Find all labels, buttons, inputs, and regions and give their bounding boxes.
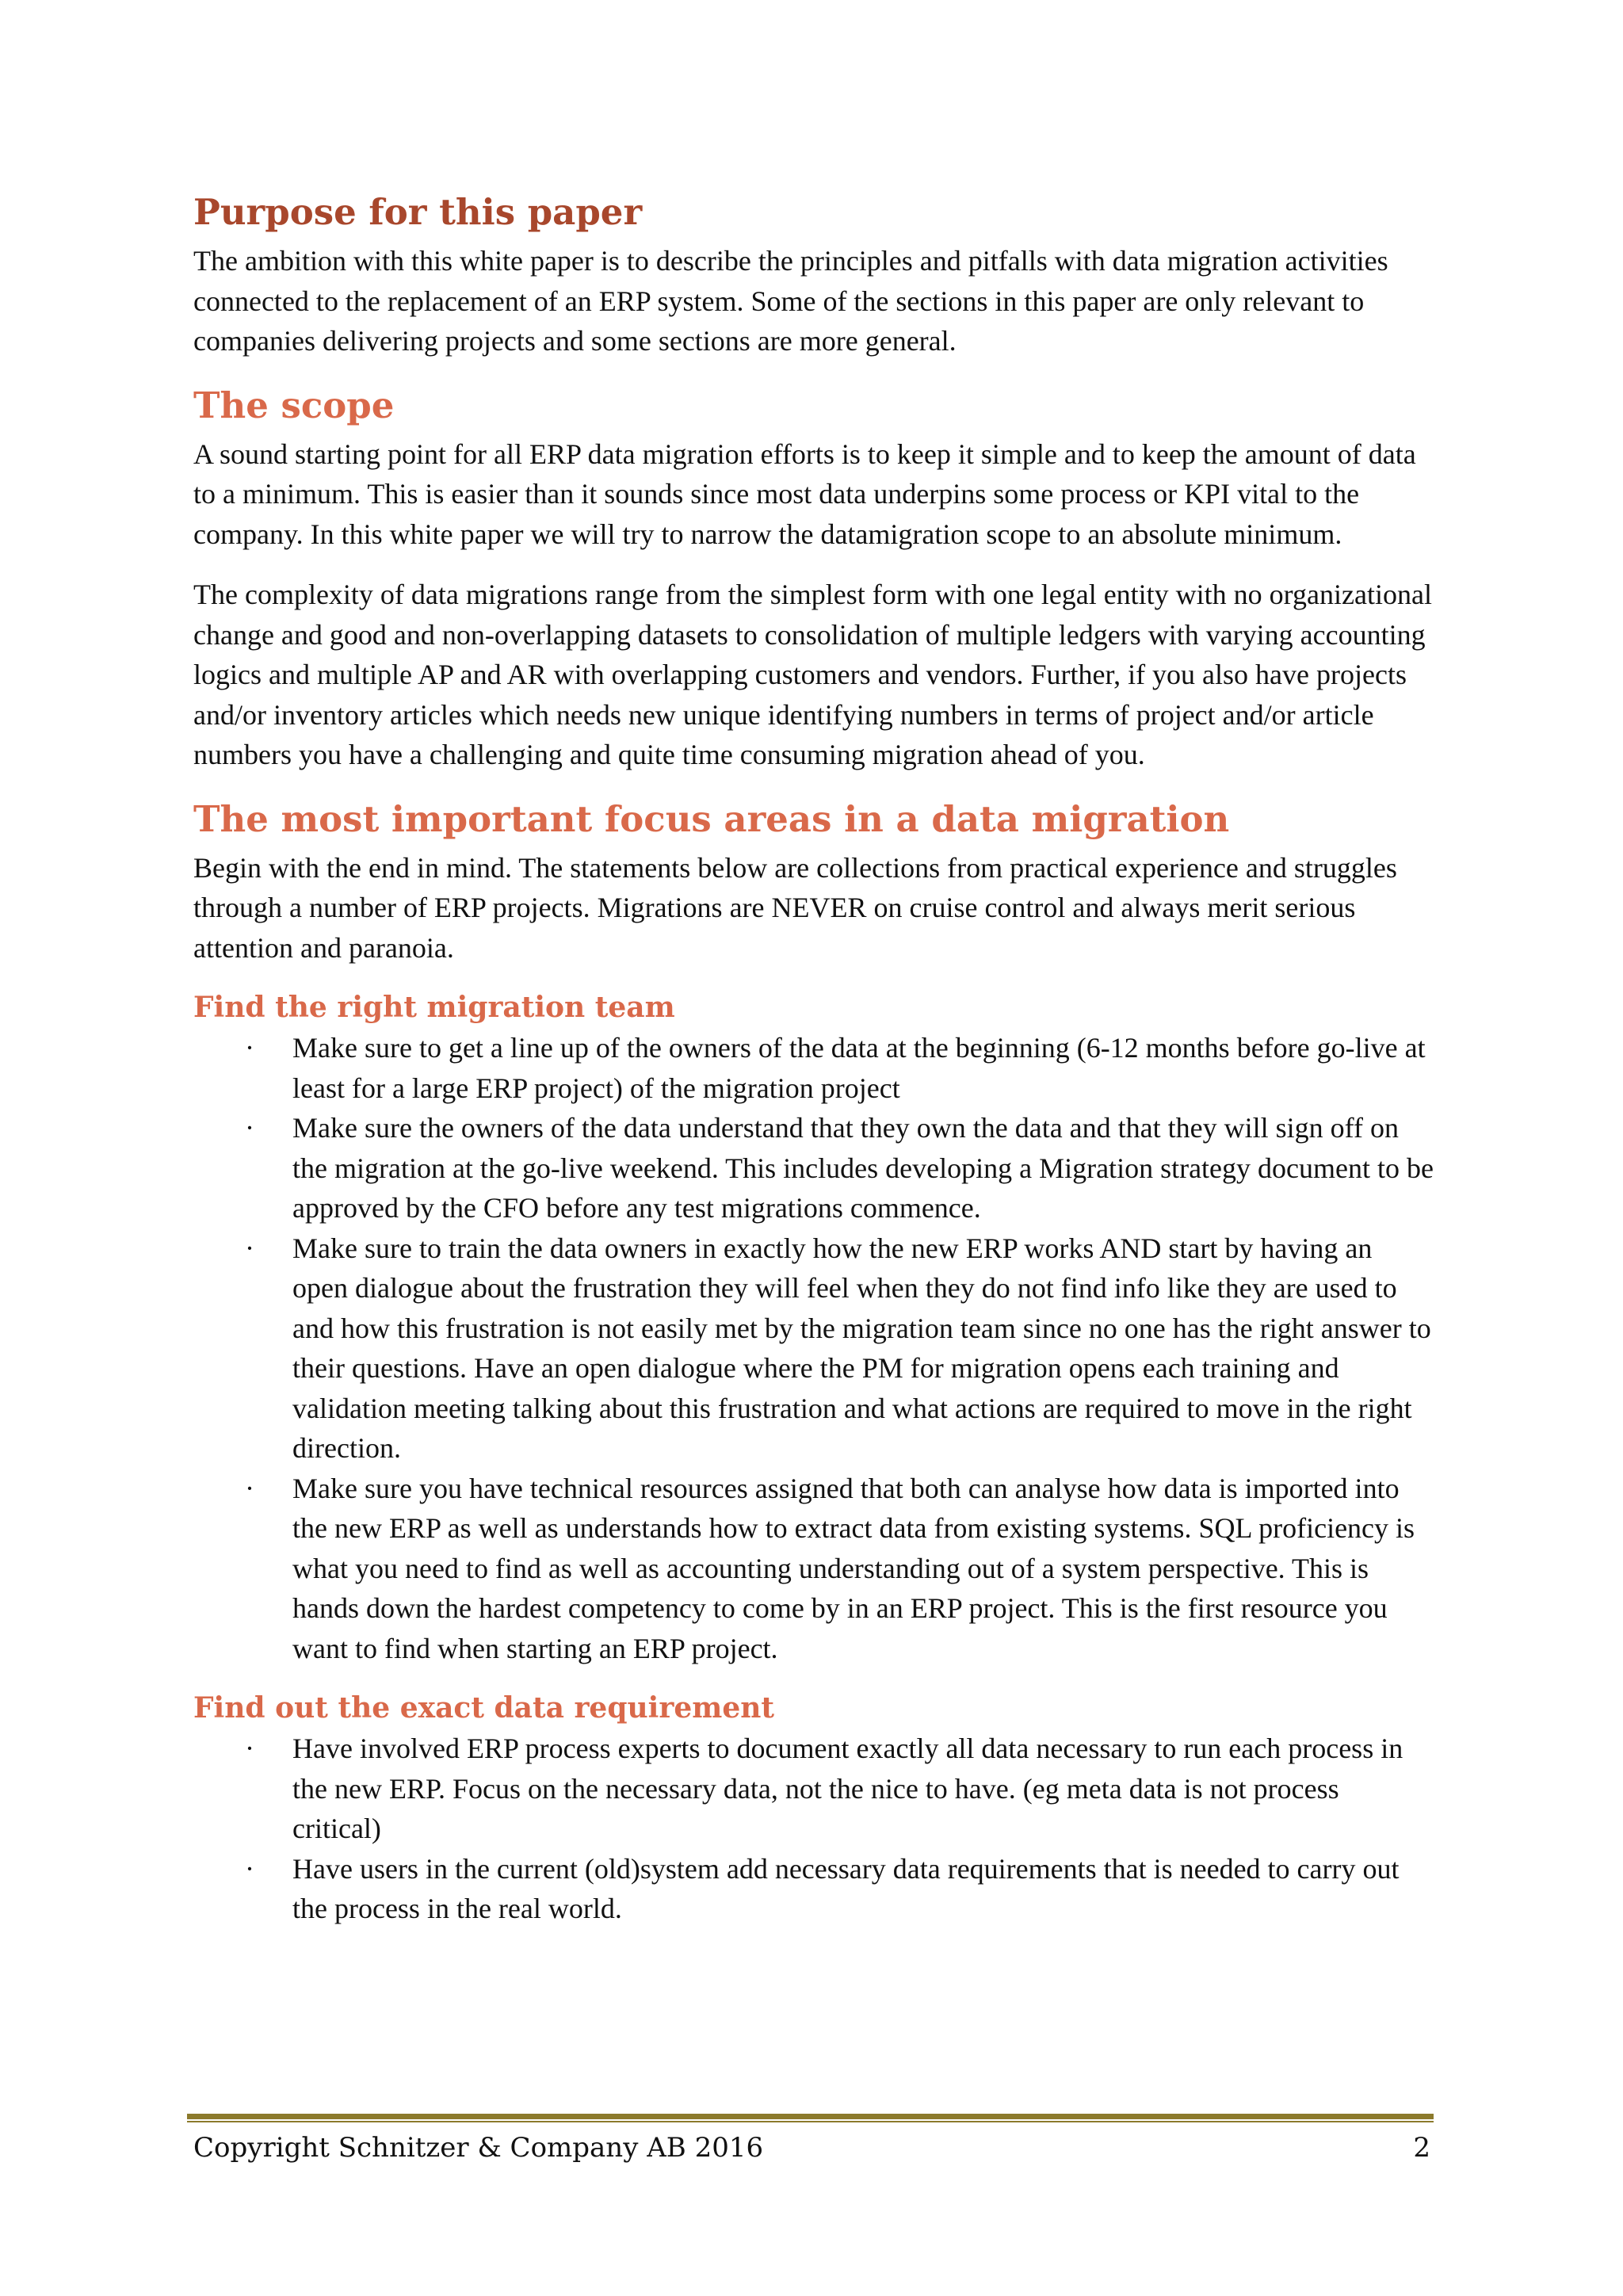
bullet-dot: · — [245, 1032, 254, 1064]
heading-migration-team: Find the right migration team — [193, 991, 675, 1024]
section-data-requirement — [193, 1689, 1434, 1929]
footer-divider — [187, 2114, 1434, 2123]
section-purpose — [193, 189, 1434, 361]
migration-team-list — [193, 1028, 1434, 1668]
data-requirement-list — [193, 1729, 1434, 1929]
list-item — [193, 1108, 1434, 1228]
list-item-text: Have involved ERP process experts to document exactly all data necessary to run each process in the new ERP. Focus on the necessary data, not the nice to have. (eg meta data is not process critical) — [292, 1733, 1403, 1844]
bullet-dot: · — [245, 1472, 254, 1504]
section-scope — [193, 382, 1434, 775]
bullet-dot: · — [245, 1733, 254, 1764]
paragraph-scope-2: The complexity of data migrations range from the simplest form with one legal entity with no organizational change and good and non-overlapping datasets to consolidation of multiple ledgers with varying accounting logics and multiple AP and AR with overlapping customers and vendors. Further, if you also have projects and/or inventory articles which needs new unique identifying numbers in terms of project and/or article numbers you have a challenging and quite time consuming migration ahead of you. — [193, 579, 1432, 770]
paragraph-purpose: The ambition with this white paper is to describe the principles and pitfalls with data migration activities connected to the replacement of an ERP system. Some of the sections in this paper are only relevant to companies delivering projects and some sections are more general. — [193, 245, 1388, 357]
list-item — [193, 1228, 1434, 1469]
bullet-dot: · — [245, 1232, 254, 1264]
paragraph-scope-1: A sound starting point for all ERP data migration efforts is to keep it simple and to keep the amount of data to a minimum. This is easier than it sounds since most data underpins some process or KPI vital to the company. In this white paper we will try to narrow the datamigration scope to an absolute minimum. — [193, 437, 1416, 550]
list-item-text: Have users in the current (old)system add necessary data requirements that is needed to carry out the process in the real world. — [292, 1852, 1400, 1924]
heading-data-requirement: Find out the exact data requirement — [193, 1691, 775, 1725]
footer-divider-thin — [187, 2121, 1434, 2122]
list-item-text: Make sure to get a line up of the owners of the data at the beginning (6-12 months before go-live at least for a large ERP project) of the migration project — [292, 1032, 1426, 1104]
bullet-dot: · — [245, 1852, 254, 1885]
page-footer — [193, 2129, 1434, 2167]
list-item-text: Make sure to train the data owners in exactly how the new ERP works AND start by having an open dialogue about the frustration they will feel when they do not find info like they are used to and how this frustration is not easily met by the migration team since no one has the right answer to their questions. Have an open dialogue where the PM for migration opens each training and validation meeting talking about this frustration and what actions are required to move in the right direction. — [292, 1232, 1431, 1464]
list-item-text: Make sure the owners of the data understand that they own the data and that they will sign off on the migration at the go-live weekend. This includes developing a Migration strategy document to be approved by the CFO before any test migrations commence. — [292, 1112, 1434, 1224]
heading-focus: The most important focus areas in a data migration — [193, 797, 1230, 840]
section-focus — [193, 796, 1434, 968]
footer-divider-thick — [187, 2114, 1434, 2119]
list-item — [193, 1729, 1434, 1849]
page-number: 2 — [1413, 2132, 1430, 2164]
section-migration-team — [193, 988, 1434, 1668]
list-item-text: Make sure you have technical resources assigned that both can analyse how data is imported into the new ERP as well as understands how to extract data from existing systems. SQL proficiency is what you need to find as well as accounting understanding out of a system perspective. This is hands down the hardest competency to come by in an ERP project. This is the first resource you want to find when starting an ERP project. — [292, 1472, 1415, 1664]
document-page — [193, 189, 1434, 1950]
paragraph-focus: Begin with the end in mind. The statements below are collections from practical experience and struggles through a number of ERP projects. Migrations are NEVER on cruise control and always merit serious attention and paranoia. — [193, 851, 1397, 964]
footer-copyright: Copyright Schnitzer & Company AB 2016 — [193, 2132, 764, 2164]
heading-scope: The scope — [193, 384, 395, 426]
list-item — [193, 1469, 1434, 1669]
list-item — [193, 1849, 1434, 1929]
heading-purpose: Purpose for this paper — [193, 191, 643, 233]
bullet-dot: · — [245, 1112, 254, 1144]
list-item — [193, 1028, 1434, 1108]
